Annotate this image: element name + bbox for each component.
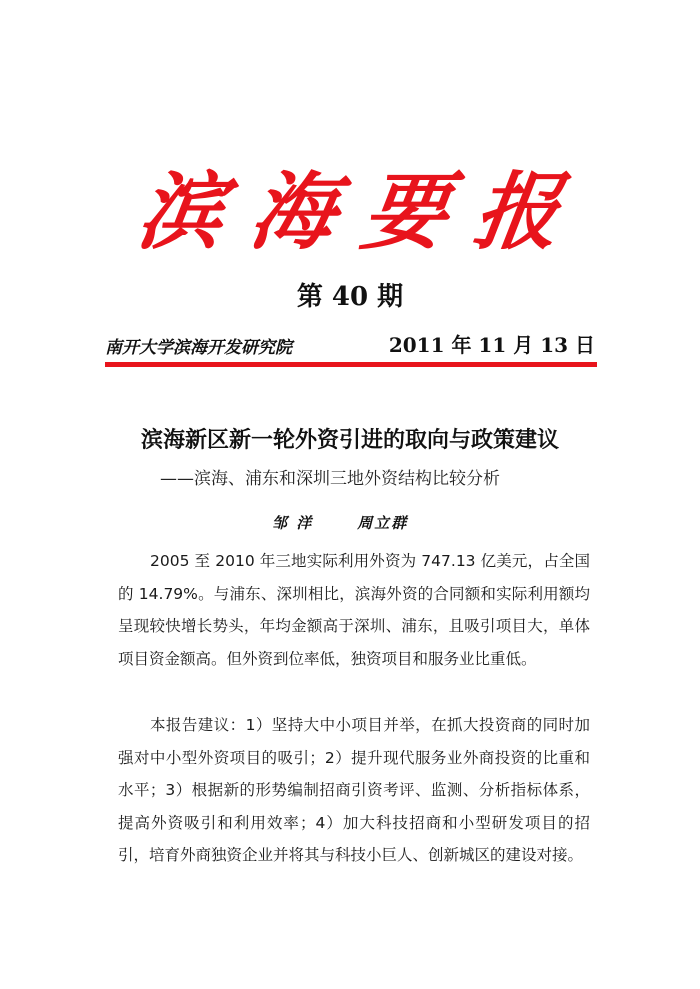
article-title: 滨海新区新一轮外资引进的取向与政策建议 [140, 428, 559, 453]
publish-date: 2011 年 11 月 13 日 [388, 333, 595, 357]
masthead-char: 要 [356, 161, 455, 261]
masthead-title [0, 150, 700, 260]
masthead-char: 滨 [132, 161, 231, 261]
masthead-char: 报 [468, 161, 567, 261]
author-name: 邹 洋 [272, 514, 314, 532]
body-paragraph: 本报告建议：1）坚持大中小项目并举，在抓大投资商的同时加强对中小型外资项目的吸引；2）提升现代服务业外商投资的比重和水平；3）根据新的形势编制招商引资考评、监测、分析指标体系，提高外资吸引和利用效率；4）加大科技招商和小型研发项目的招引，培育外商独资企业并将其与科技小巨人、创新城区的建设对接。 [118, 716, 590, 864]
author-name: 周立群 [357, 514, 409, 532]
article-authors [272, 512, 472, 533]
header-divider [105, 362, 597, 367]
publisher-org: 南开大学滨海开发研究院 [105, 338, 292, 358]
issue-number: 第 40 期 [296, 282, 404, 312]
masthead-char: 海 [244, 161, 343, 261]
body-paragraph: 2005 至 2010 年三地实际利用外资为 747.13 亿美元，占全国的 14.79%。与浦东、深圳相比，滨海外资的合同额和实际利用额均呈现较快增长势头，年均金额高于深圳、浦东，且吸引项目大，单体项目资金额高。但外资到位率低，独资项目和服务业比重低。 [118, 552, 590, 668]
publication-meta [105, 328, 595, 358]
article-subtitle: ——滨海、浦东和深圳三地外资结构比较分析 [160, 469, 500, 489]
